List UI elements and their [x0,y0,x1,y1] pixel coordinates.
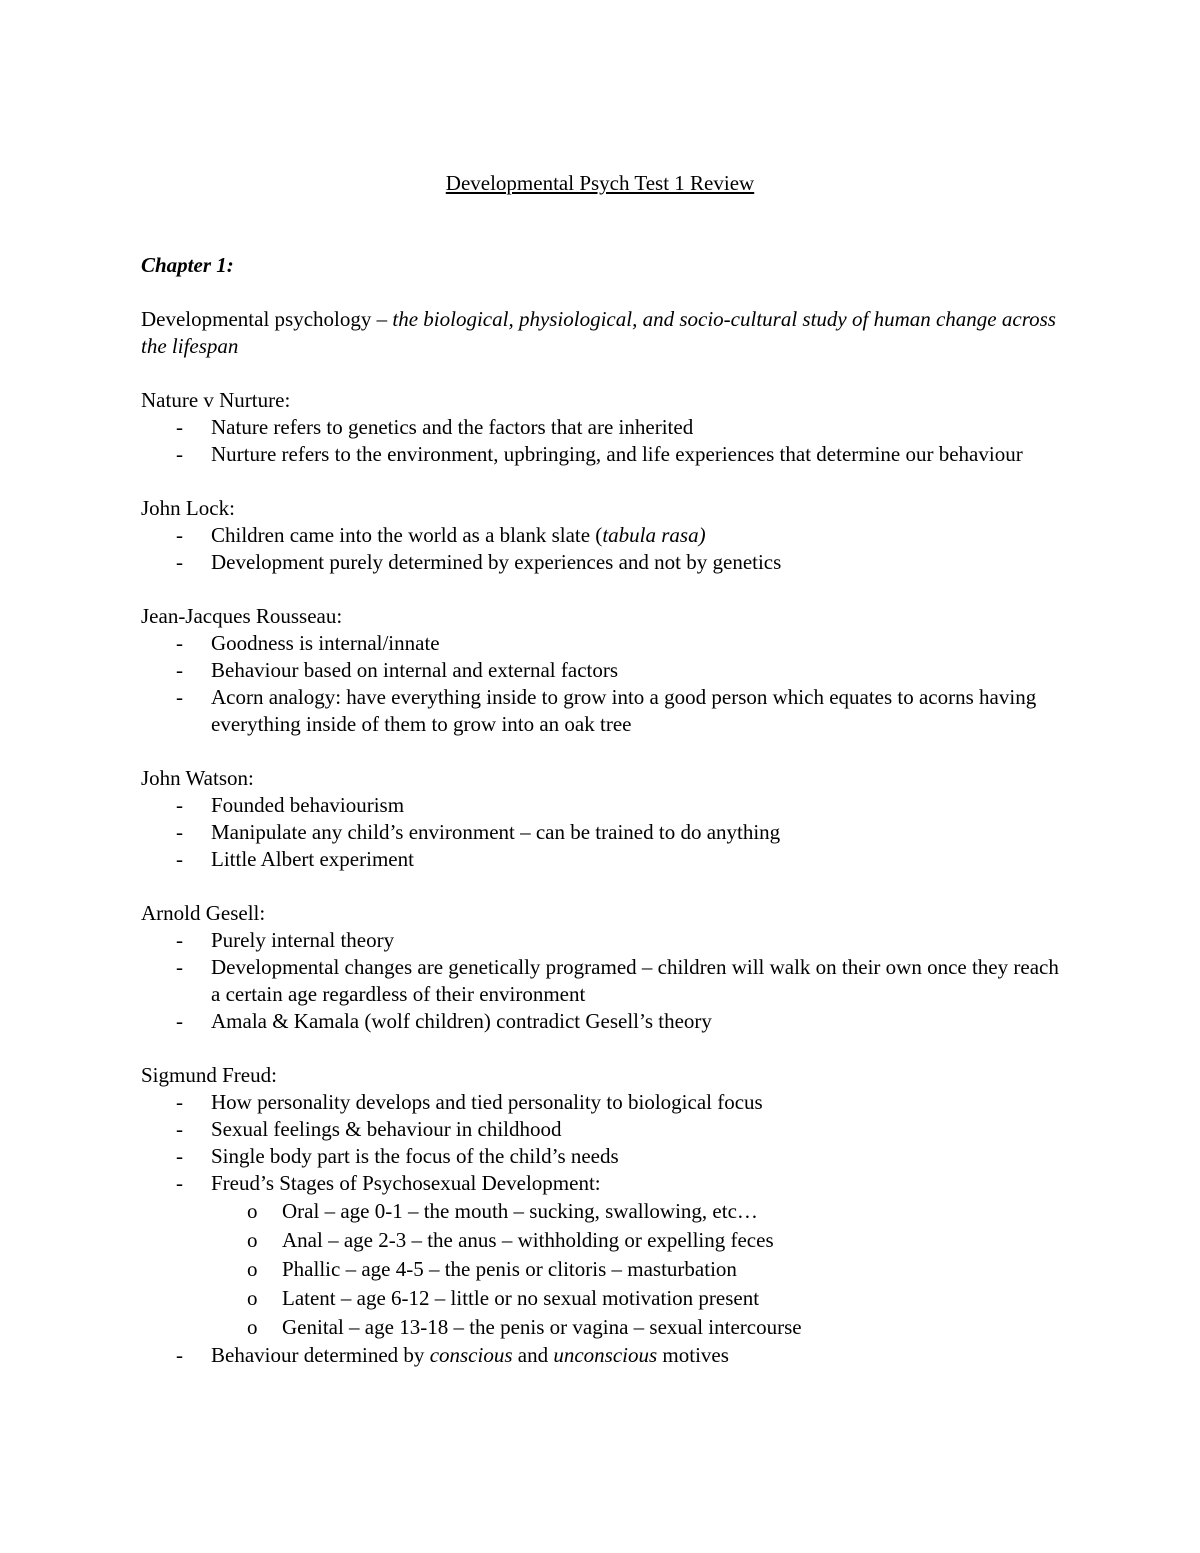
sub-list-item-text: Anal – age 2-3 – the anus – withholding or expelling feces [282,1228,774,1252]
dash-bullet: - [176,955,183,979]
list-item [141,792,1066,819]
sub-list-item [141,1255,1066,1284]
document-title: Developmental Psych Test 1 Review [445,171,755,195]
section-heading: Jean-Jacques Rousseau: [141,604,343,628]
list-item [141,441,1066,468]
section-nature-nurture [141,387,1066,468]
definition-paragraph [141,306,1066,360]
dash-bullet: - [176,685,183,709]
list-item [141,630,1066,657]
circle-bullet: o [247,1286,258,1310]
list-item-text: Behaviour determined by [211,1343,430,1367]
circle-bullet: o [247,1257,258,1281]
dash-bullet: - [176,415,183,439]
circle-bullet: o [247,1228,258,1252]
list-item [141,522,1066,549]
sub-list-item-text: Phallic – age 4-5 – the penis or clitoris – masturbation [282,1257,737,1281]
list-item-text: Children came into the world as a blank slate ( [211,523,603,547]
bullet-list [141,1089,1066,1369]
dash-bullet: - [176,1090,183,1114]
bullet-list [141,630,1066,738]
list-item-text: Purely internal theory [211,928,395,952]
sub-list-item [141,1226,1066,1255]
sub-bullet-list [141,1197,1066,1342]
definition-meaning: the biological, physiological, and socio-cultural study of human change across the lifespan [141,307,1056,358]
dash-bullet: - [176,793,183,817]
section-john-lock [141,495,1066,576]
list-item-text: motives [657,1343,729,1367]
section-heading: Nature v Nurture: [141,388,291,412]
list-item-text: How personality develops and tied personality to biological focus [211,1090,763,1114]
list-item [141,549,1066,576]
section-heading: John Lock: [141,496,235,520]
list-item-text: Little Albert experiment [211,847,414,871]
list-item [141,819,1066,846]
list-item [141,1116,1066,1143]
list-item-text: Sexual feelings & behaviour in childhood [211,1117,562,1141]
dash-bullet: - [176,928,183,952]
list-item-text: Behaviour based on internal and external factors [211,658,619,682]
bullet-list [141,414,1066,468]
dash-bullet: - [176,1171,183,1195]
list-item-text: and [512,1343,554,1367]
chapter-heading: Chapter 1: [141,253,234,277]
definition-term: Developmental psychology – [141,307,393,331]
sub-list-item [141,1284,1066,1313]
list-item-italic-text: conscious [429,1343,513,1367]
bullet-list [141,792,1066,873]
section-heading: Sigmund Freud: [141,1063,277,1087]
dash-bullet: - [176,1117,183,1141]
dash-bullet: - [176,1343,183,1367]
list-item-text: Founded behaviourism [211,793,405,817]
sub-list-item-text: Oral – age 0-1 – the mouth – sucking, swallowing, etc… [282,1199,758,1223]
bullet-list [141,927,1066,1035]
list-item [141,414,1066,441]
dash-bullet: - [176,1144,183,1168]
section-rousseau [141,603,1066,738]
sub-list-item [141,1197,1066,1226]
list-item-text: Nature refers to genetics and the factors that are inherited [211,415,694,439]
list-item [141,657,1066,684]
section-heading: Arnold Gesell: [141,901,266,925]
dash-bullet: - [176,658,183,682]
dash-bullet: - [176,820,183,844]
list-item [141,1342,1066,1369]
dash-bullet: - [176,847,183,871]
list-item-text: Freud’s Stages of Psychosexual Development: [211,1171,601,1195]
list-item-italic-text: unconscious [553,1343,658,1367]
list-item-text: Development purely determined by experiences and not by genetics [211,550,782,574]
list-item-text: Manipulate any child’s environment – can be trained to do anything [211,820,781,844]
section-arnold-gesell [141,900,1066,1035]
list-item [141,954,1066,1008]
list-item [141,1008,1066,1035]
list-item-text: Goodness is internal/innate [211,631,440,655]
list-item-text: Developmental changes are genetically programed – children will walk on their own once they reach a certain age regardless of their environment [211,955,1059,1006]
dash-bullet: - [176,1009,183,1033]
list-item [141,927,1066,954]
list-item-italic-text: tabula rasa) [602,523,706,547]
document-body [141,306,1066,1396]
list-item [141,684,1066,738]
sub-list-item [141,1313,1066,1342]
circle-bullet: o [247,1315,258,1339]
list-item [141,846,1066,873]
list-item [141,1143,1066,1170]
dash-bullet: - [176,550,183,574]
list-item [141,1170,1066,1342]
circle-bullet: o [247,1199,258,1223]
list-item-text: Acorn analogy: have everything inside to grow into a good person which equates to acorns having everything inside of them to grow into an oak tree [211,685,1037,736]
dash-bullet: - [176,442,183,466]
sub-list-item-text: Latent – age 6-12 – little or no sexual motivation present [282,1286,760,1310]
list-item-text: Single body part is the focus of the child’s needs [211,1144,619,1168]
list-item [141,1089,1066,1116]
list-item-text: Amala & Kamala (wolf children) contradict Gesell’s theory [211,1009,712,1033]
section-heading: John Watson: [141,766,254,790]
dash-bullet: - [176,523,183,547]
dash-bullet: - [176,631,183,655]
list-item-text: Nurture refers to the environment, upbringing, and life experiences that determine our behaviour [211,442,1023,466]
sub-list-item-text: Genital – age 13-18 – the penis or vagina – sexual intercourse [282,1315,802,1339]
section-sigmund-freud [141,1062,1066,1369]
section-john-watson [141,765,1066,873]
bullet-list [141,522,1066,576]
